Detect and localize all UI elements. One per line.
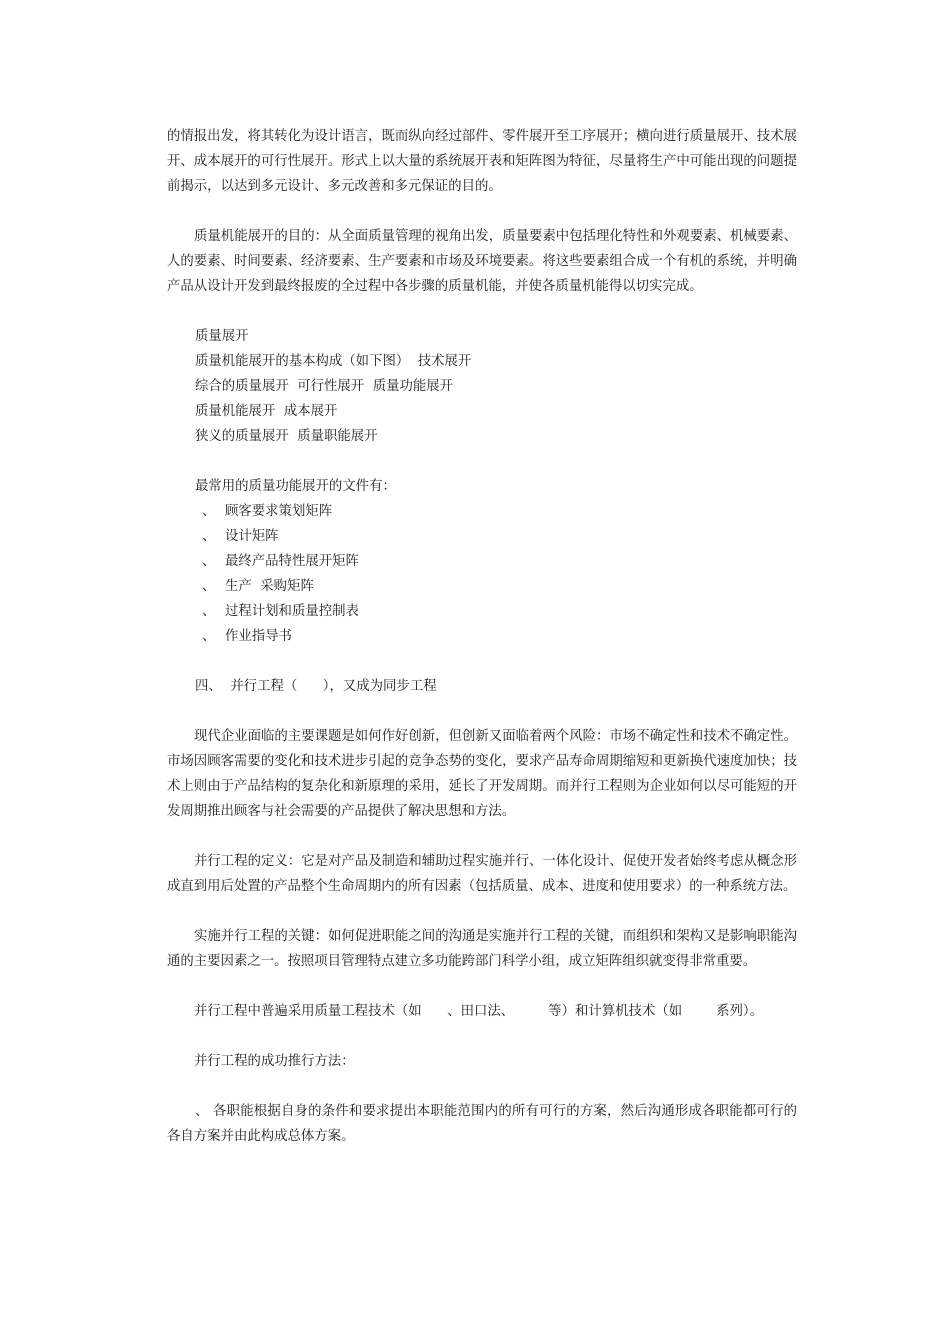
documents-intro: 最常用的质量功能展开的文件有： (195, 479, 396, 494)
section-heading-concurrent-engineering: 四、 并行工程（ ），又成为同步工程 (195, 679, 437, 694)
structure-line: 综合的质量展开 可行性展开 质量功能展开 (195, 379, 454, 394)
list-item-text: 设计矩阵 (225, 529, 279, 544)
list-item (167, 599, 797, 624)
list-item (167, 624, 797, 649)
structure-line: 狭义的质量展开 质量职能展开 (195, 429, 378, 444)
list-item-text: 过程计划和质量控制表 (225, 604, 359, 619)
paragraph-ce-techniques: 并行工程中普遍采用质量工程技术（如 、田口法、 等）和计算机技术（如 系列）。 (194, 1004, 764, 1019)
paragraph-qfd-purpose: 质量机能展开的目的：从全面质量管理的视角出发，质量要素中包括理化特性和外观要素、机械要素、人的要素、时间要素、经济要素、生产要素和市场及环境要素。将这些要素组合成一个有机的系统，并明确产品从设计开发到最终报废的全过程中各步骤的质量机能，并使各质量机能得以切实完成。 (167, 229, 797, 294)
list-item-text: 生产 采购矩阵 (225, 579, 314, 594)
paragraph-ce-methods-intro: 并行工程的成功推行方法： (194, 1054, 355, 1069)
paragraph-ce-definition: 并行工程的定义：它是对产品及制造和辅助过程实施并行、一体化设计、促使开发者始终考虑从概念形成直到用后处置的产品整个生命周期内的所有因素（包括质量、成本、进度和使用要求）的一种系统方法。 (167, 854, 797, 894)
documents-list (167, 499, 797, 649)
structure-line: 质量机能展开 成本展开 (195, 404, 338, 419)
structure-line: 质量机能展开的基本构成（如下图） 技术展开 (195, 354, 472, 369)
list-item-text: 作业指导书 (225, 629, 292, 644)
paragraph-ce-method-item: 、 各职能根据自身的条件和要求提出本职能范围内的所有可行的方案，然后沟通形成各职能都可行的各自方案并由此构成总体方案。 (167, 1104, 797, 1144)
document-page (167, 124, 797, 1149)
list-bullet: 、 (202, 629, 216, 644)
qfd-structure-block (195, 324, 797, 449)
list-bullet: 、 (202, 504, 216, 519)
paragraph-qfd-continuation: 的情报出发，将其转化为设计语言，既而纵向经过部件、零件展开至工序展开；横向进行质量展开、技术展开、成本展开的可行性展开。形式上以大量的系统展开表和矩阵图为特征，尽量将生产中可能出现的问题提前揭示，以达到多元设计、多元改善和多元保证的目的。 (167, 129, 797, 194)
list-item (167, 499, 797, 524)
list-bullet: 、 (202, 579, 216, 594)
list-item (167, 549, 797, 574)
list-item-text: 顾客要求策划矩阵 (225, 504, 333, 519)
structure-line: 质量展开 (195, 329, 249, 344)
list-bullet: 、 (202, 554, 216, 569)
list-bullet: 、 (202, 604, 216, 619)
paragraph-innovation-risks: 现代企业面临的主要课题是如何作好创新，但创新又面临着两个风险：市场不确定性和技术不确定性。市场因顾客需要的变化和技术进步引起的竞争态势的变化，要求产品寿命周期缩短和更新换代速度加快；技术上则由于产品结构的复杂化和新原理的采用，延长了开发周期。而并行工程则为企业如何以尽可能短的开发周期推出顾客与社会需要的产品提供了解决思想和方法。 (167, 729, 797, 819)
list-item (167, 524, 797, 549)
paragraph-ce-key: 实施并行工程的关键：如何促进职能之间的沟通是实施并行工程的关键，而组织和架构又是影响职能沟通的主要因素之一。按照项目管理特点建立多功能跨部门科学小组，成立矩阵组织就变得非常重要。 (167, 929, 797, 969)
list-bullet: 、 (202, 529, 216, 544)
list-item-text: 最终产品特性展开矩阵 (225, 554, 359, 569)
list-item (167, 574, 797, 599)
